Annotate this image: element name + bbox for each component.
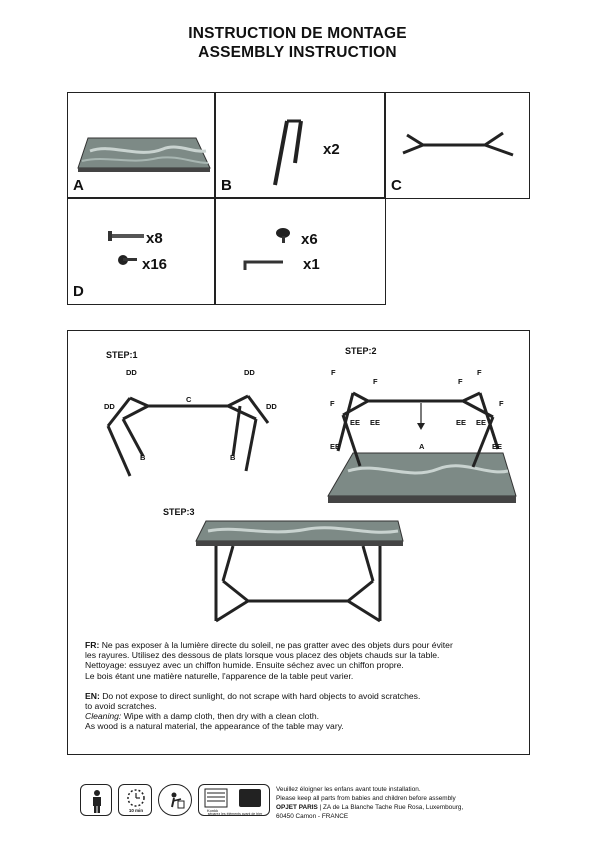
screw-qty: x16 bbox=[142, 256, 168, 273]
step2-f-3: F bbox=[477, 368, 482, 377]
step2-ee-5: EE bbox=[330, 442, 341, 451]
foot-icon bbox=[276, 228, 290, 243]
step3-label: STEP:3 bbox=[163, 507, 195, 517]
company-address: | ZA de La Blanche Tache Rue Rosa, Luxembourg, bbox=[317, 804, 464, 811]
title-fr: INSTRUCTION DE MONTAGE bbox=[188, 25, 407, 42]
person-icon bbox=[80, 784, 112, 816]
step1-dd-1: DD bbox=[126, 368, 137, 377]
step2-ee-1: EE bbox=[350, 418, 361, 427]
box-caption: Konkk bbox=[207, 808, 219, 813]
en-cleaning-label: Cleaning: bbox=[85, 711, 122, 722]
footer-text bbox=[276, 785, 536, 821]
part-c-label: C bbox=[391, 177, 402, 194]
part-a-label: A bbox=[73, 177, 84, 194]
steps-panel bbox=[67, 330, 530, 755]
foot-qty: x6 bbox=[301, 231, 318, 248]
fittings-image bbox=[215, 198, 387, 306]
tabletop-image bbox=[68, 93, 217, 200]
step2-ee-2: EE bbox=[370, 418, 381, 427]
step2-ee-3: EE bbox=[456, 418, 467, 427]
step2-ee-4: EE bbox=[476, 418, 487, 427]
step1-dd-2: DD bbox=[104, 402, 115, 411]
step1-dd-4: DD bbox=[266, 402, 277, 411]
step1-dd-3: DD bbox=[244, 368, 255, 377]
key-qty: x1 bbox=[303, 256, 320, 273]
en-line4: As wood is a natural material, the appearance of the table may vary. bbox=[85, 721, 344, 732]
company-name: OPJET PARIS bbox=[276, 804, 318, 811]
allen-key-icon bbox=[245, 262, 283, 270]
fr-line2: les rayures. Utilisez des dessous de plats lorsque vous placez des objets chauds sur la table. bbox=[85, 650, 440, 661]
part-d-label: D bbox=[73, 283, 84, 300]
recycle-caption: séparez les éléments avant de trier bbox=[207, 812, 263, 816]
step2-f-6: F bbox=[499, 399, 504, 408]
packaging-icon bbox=[198, 784, 270, 816]
bin-icon bbox=[239, 789, 261, 807]
recycling-icon bbox=[158, 784, 192, 816]
care-notes bbox=[85, 640, 515, 732]
fr-line1: Ne pas exposer à la lumière directe du soleil, ne pas gratter avec des objets durs pour éviter bbox=[99, 640, 453, 650]
part-b-qty: x2 bbox=[323, 141, 340, 158]
bolt-qty: x8 bbox=[146, 230, 163, 247]
part-b-cell bbox=[214, 92, 386, 199]
step1-label: STEP:1 bbox=[106, 350, 138, 360]
step2-f-2: F bbox=[373, 377, 378, 386]
en-line3: Wipe with a damp cloth, then dry with a clean cloth. bbox=[121, 711, 320, 722]
screw-icon bbox=[118, 255, 137, 265]
fr-line4: Le bois étant une matière naturelle, l'apparence de la table peut varier. bbox=[85, 670, 354, 681]
step1-b-1: B bbox=[140, 453, 146, 462]
clock-caption: 10 min bbox=[128, 808, 144, 813]
frame-bar-image bbox=[385, 93, 531, 200]
part-d-cell bbox=[67, 197, 216, 305]
title-en: ASSEMBLY INSTRUCTION bbox=[198, 44, 397, 61]
company-address-2: 60450 Camon - FRANCE bbox=[276, 813, 349, 820]
en-prefix: EN: bbox=[85, 690, 100, 701]
fr-prefix: FR: bbox=[85, 640, 100, 650]
bolt-icon bbox=[108, 231, 144, 241]
fr-line3: Nettoyage: essuyez avec un chiffon humide. Ensuite séchez avec un chiffon propre. bbox=[85, 660, 404, 671]
step1-c: C bbox=[186, 395, 192, 404]
part-b-label: B bbox=[221, 177, 232, 194]
step2-f-4: F bbox=[458, 377, 463, 386]
step2-f-1: F bbox=[331, 368, 336, 377]
leg-image bbox=[215, 93, 387, 200]
step2-label: STEP:2 bbox=[345, 346, 377, 356]
step2-f-5: F bbox=[330, 399, 335, 408]
part-a-cell bbox=[67, 92, 216, 199]
footer-line1: Veuillez éloigner les enfans avant toute installation. bbox=[276, 786, 421, 793]
clock-icon bbox=[118, 784, 152, 816]
parts-grid bbox=[67, 92, 530, 305]
part-d2-cell bbox=[214, 197, 386, 305]
part-c-cell bbox=[384, 92, 530, 199]
en-line2: to avoid scratches. bbox=[85, 701, 157, 712]
step1-b-2: B bbox=[230, 453, 236, 462]
step2-a: A bbox=[419, 442, 425, 451]
hardware-image bbox=[68, 198, 217, 306]
en-line1: Do not expose to direct sunlight, do not scrape with hard objects to avoid scratches. bbox=[99, 690, 421, 701]
step2-ee-6: EE bbox=[492, 442, 503, 451]
footer-line2: Please keep all parts from babies and children before assembly bbox=[276, 795, 456, 802]
